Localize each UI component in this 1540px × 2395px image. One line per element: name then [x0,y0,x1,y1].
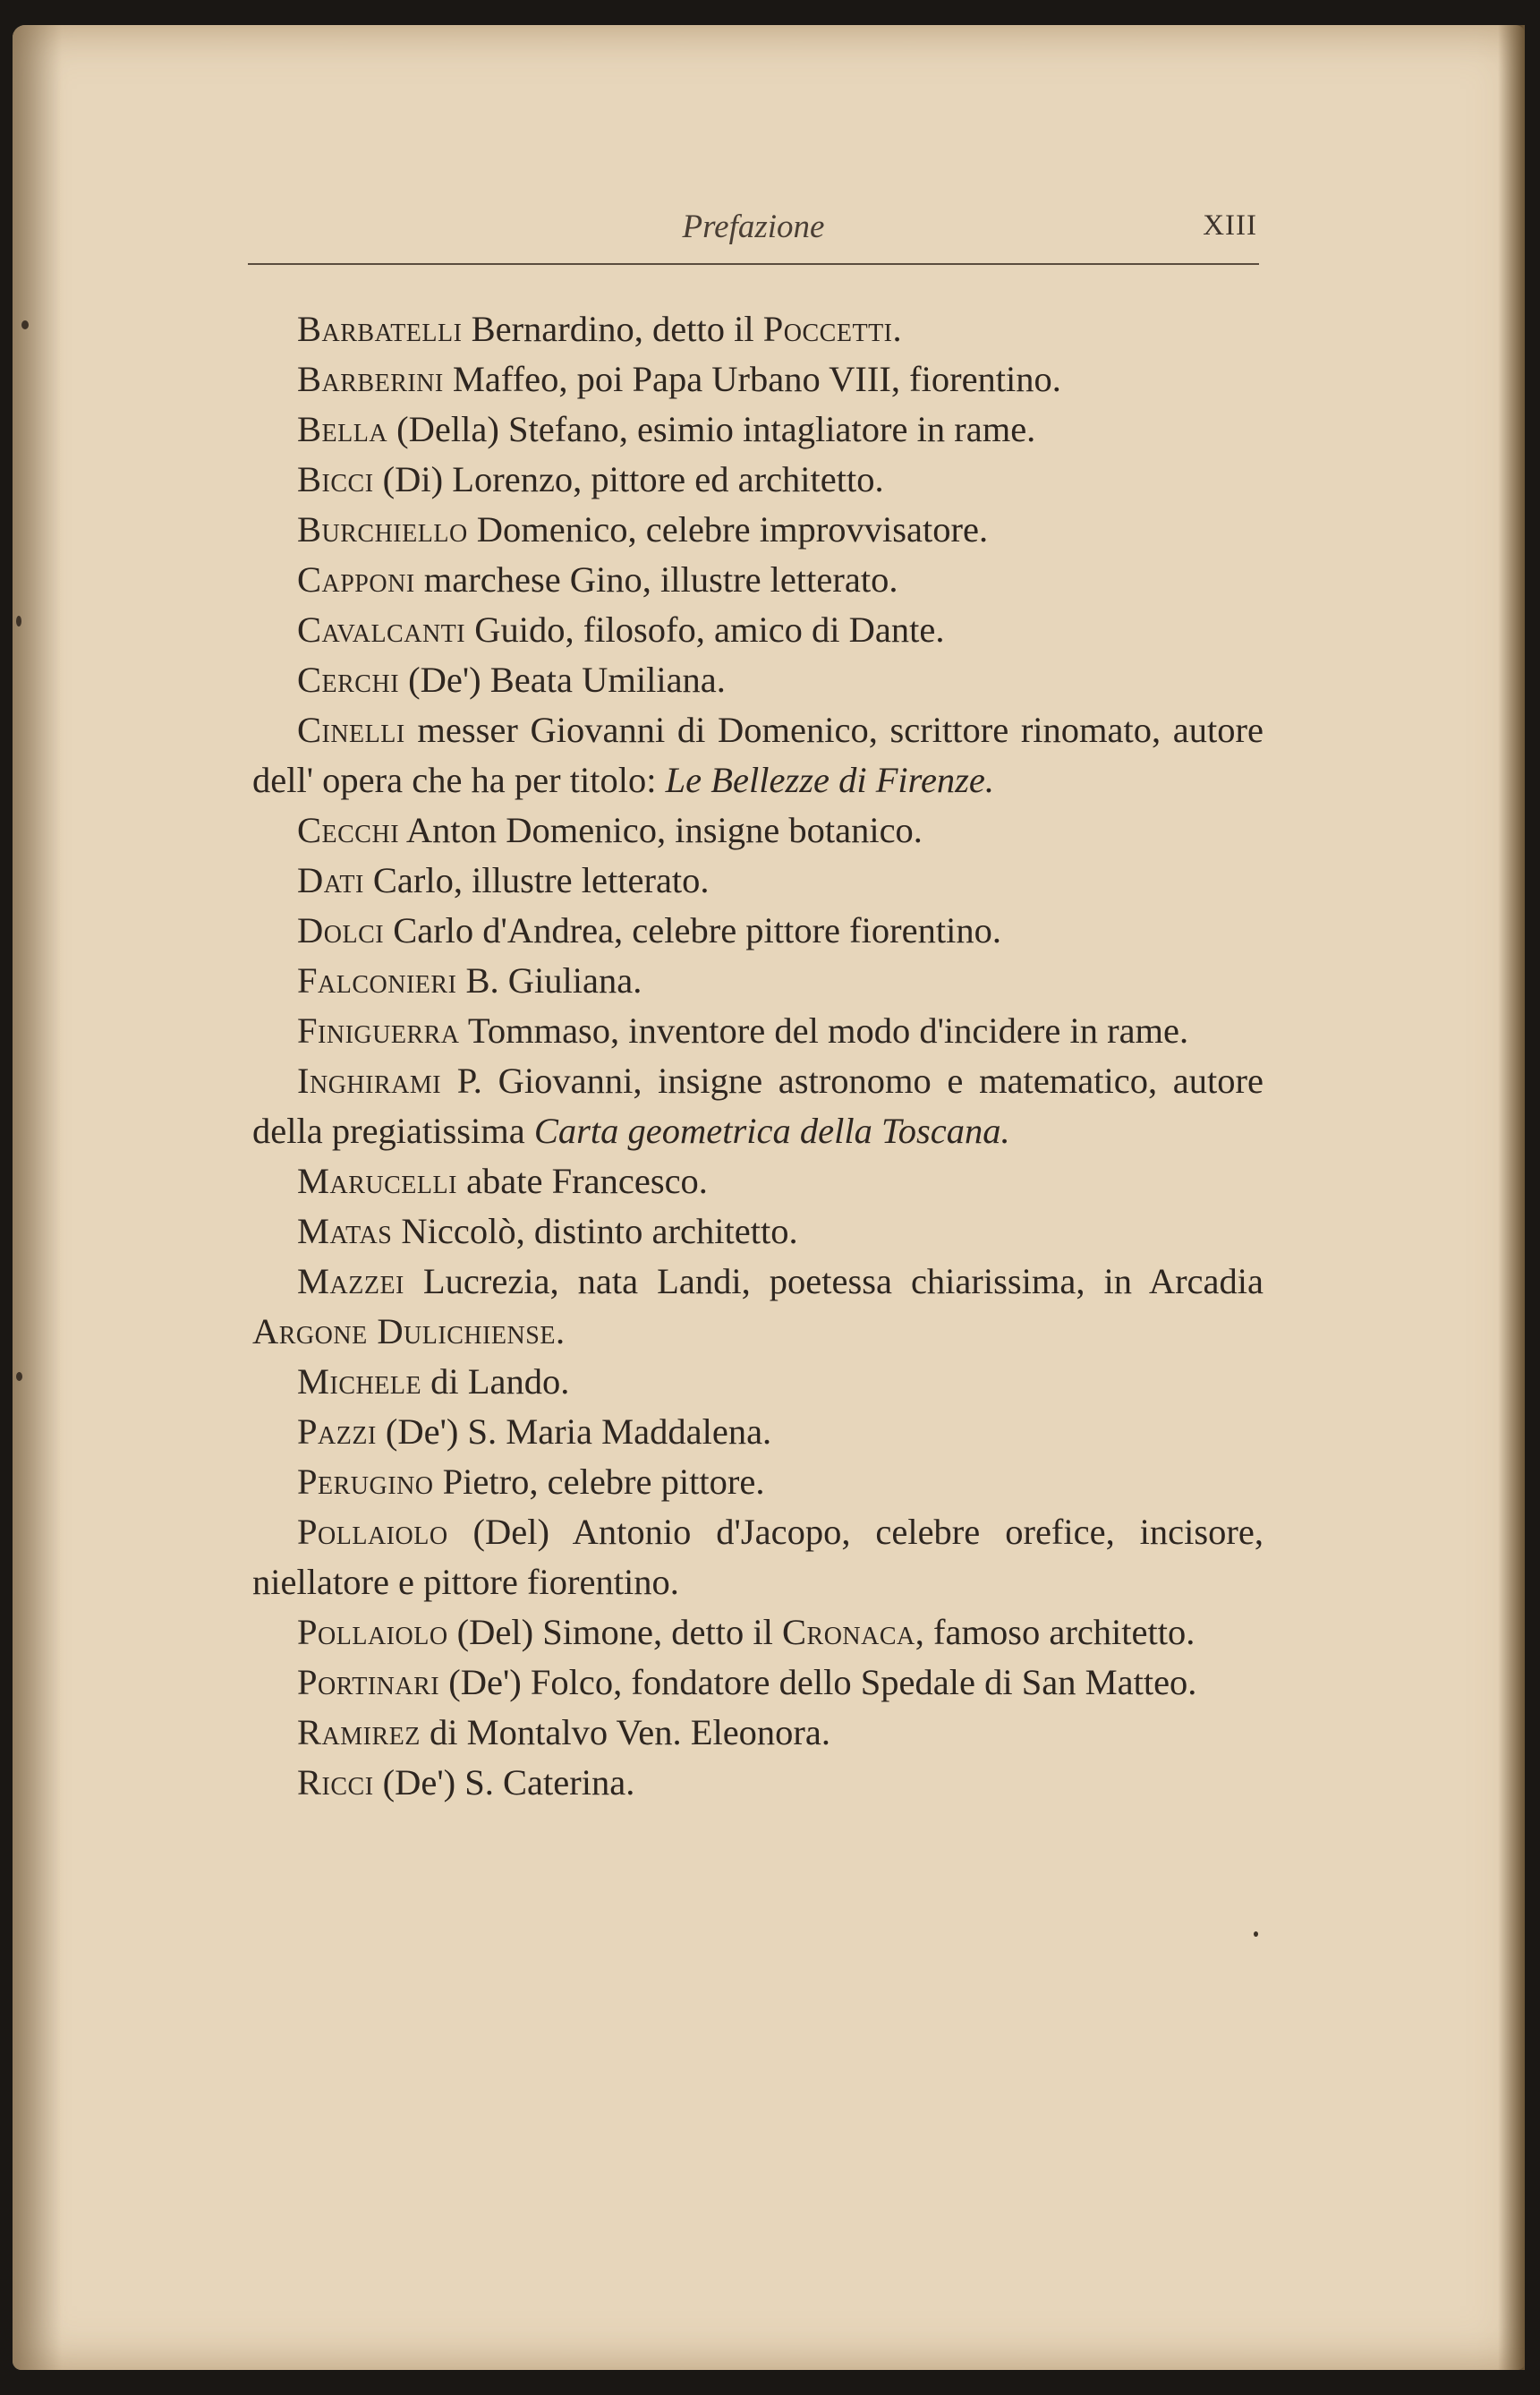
running-header [248,200,1259,265]
entry-name: Cecchi [297,810,400,850]
entry-name: Pollaiolo [297,1612,448,1652]
list-entry: Michele di Lando. [297,1361,570,1402]
entry-name: Cerchi [297,660,400,700]
entry-name: Capponi [297,559,415,600]
book-page [13,25,1525,2370]
list-entry: Barbatelli Bernardino, detto il Poccetti. [297,309,902,349]
list-entry: Matas Niccolò, distinto architetto. [297,1211,798,1251]
list-entry: Marucelli abate Francesco. [297,1161,708,1201]
list-entry: Pollaiolo (Del) Antonio d'Jacopo, celebre orefice, incisore, niellatore e pittore fiorentino. [252,1512,1263,1602]
list-entry: Bella (Della) Stefano, esimio intagliatore in rame. [297,409,1036,449]
entry-name: Burchiello [297,509,468,550]
italic-title: Carta geometrica della Toscana. [533,1111,1010,1151]
list-entry: Capponi marchese Gino, illustre letterato. [297,559,898,600]
paper-speck [1254,1931,1258,1937]
italic-title: Le Bellezze di Firenze. [665,760,995,800]
list-entry: Ricci (De') S. Caterina. [297,1762,635,1803]
page-edge [1498,25,1525,2370]
list-entry: Dolci Carlo d'Andrea, celebre pittore fiorentino. [297,910,1001,950]
entry-name: Matas [297,1211,393,1251]
entry-name: Ricci [297,1762,374,1803]
list-entry: Dati Carlo, illustre letterato. [297,860,710,900]
list-entry: Ramirez di Montalvo Ven. Eleonora. [297,1712,831,1752]
list-entry: Mazzei Lucrezia, nata Landi, poetessa chiarissima, in Arcadia Argone Dulichiense. [252,1261,1263,1351]
list-entry: Falconieri B. Giuliana. [297,960,642,1001]
paper-speck [16,1372,22,1381]
entry-name: Bella [297,409,388,449]
entry-name: Michele [297,1361,422,1402]
list-entry: Cavalcanti Guido, filosofo, amico di Dante. [297,609,945,650]
entry-name: Falconieri [297,960,457,1001]
list-entry: Finiguerra Tommaso, inventore del modo d'incidere in rame. [297,1010,1189,1051]
paper-speck [16,616,21,626]
entry-name: Ramirez [297,1712,421,1752]
entry-name: Cinelli [297,710,405,750]
entry-name: Dolci [297,910,385,950]
entry-name: Pazzi [297,1411,377,1452]
entry-name: Pollaiolo [297,1512,448,1552]
entry-name: Barberini [297,359,444,399]
list-entry: Portinari (De') Folco, fondatore dello Spedale di San Matteo. [297,1662,1197,1702]
page-number: XIII [1203,209,1257,242]
name-list [252,304,1263,1808]
entry-name: Inghirami [297,1061,442,1101]
entry-name: Bicci [297,459,374,499]
running-title: Prefazione [682,209,825,245]
list-entry: Burchiello Domenico, celebre improvvisatore. [297,509,989,550]
paper-speck [21,320,29,329]
entry-name: Cavalcanti [297,609,466,650]
list-entry: Inghirami P. Giovanni, insigne astronomo e matematico, autore della pregiatissima Carta geometrica della Toscana. [252,1061,1263,1151]
list-entry: Pazzi (De') S. Maria Maddalena. [297,1411,772,1452]
list-entry: Bicci (Di) Lorenzo, pittore ed architetto. [297,459,884,499]
list-entry: Cerchi (De') Beata Umiliana. [297,660,726,700]
entry-name: Perugino [297,1462,434,1502]
page-gutter-shadow [13,25,62,2370]
list-entry: Barberini Maffeo, poi Papa Urbano VIII, fiorentino. [297,359,1061,399]
entry-name: Mazzei [297,1261,404,1301]
entry-name: Barbatelli [297,309,463,349]
list-entry: Pollaiolo (Del) Simone, detto il Cronaca, famoso architetto. [297,1612,1195,1652]
list-entry: Perugino Pietro, celebre pittore. [297,1462,765,1502]
entry-name: Dati [297,860,364,900]
list-entry: Cecchi Anton Domenico, insigne botanico. [297,810,923,850]
entry-name: Marucelli [297,1161,457,1201]
entry-name: Finiguerra [297,1010,460,1051]
list-entry: Cinelli messer Giovanni di Domenico, scrittore rinomato, autore dell' opera che ha per titolo: Le Bellezze di Firenze. [252,710,1263,800]
entry-name: Portinari [297,1662,440,1702]
